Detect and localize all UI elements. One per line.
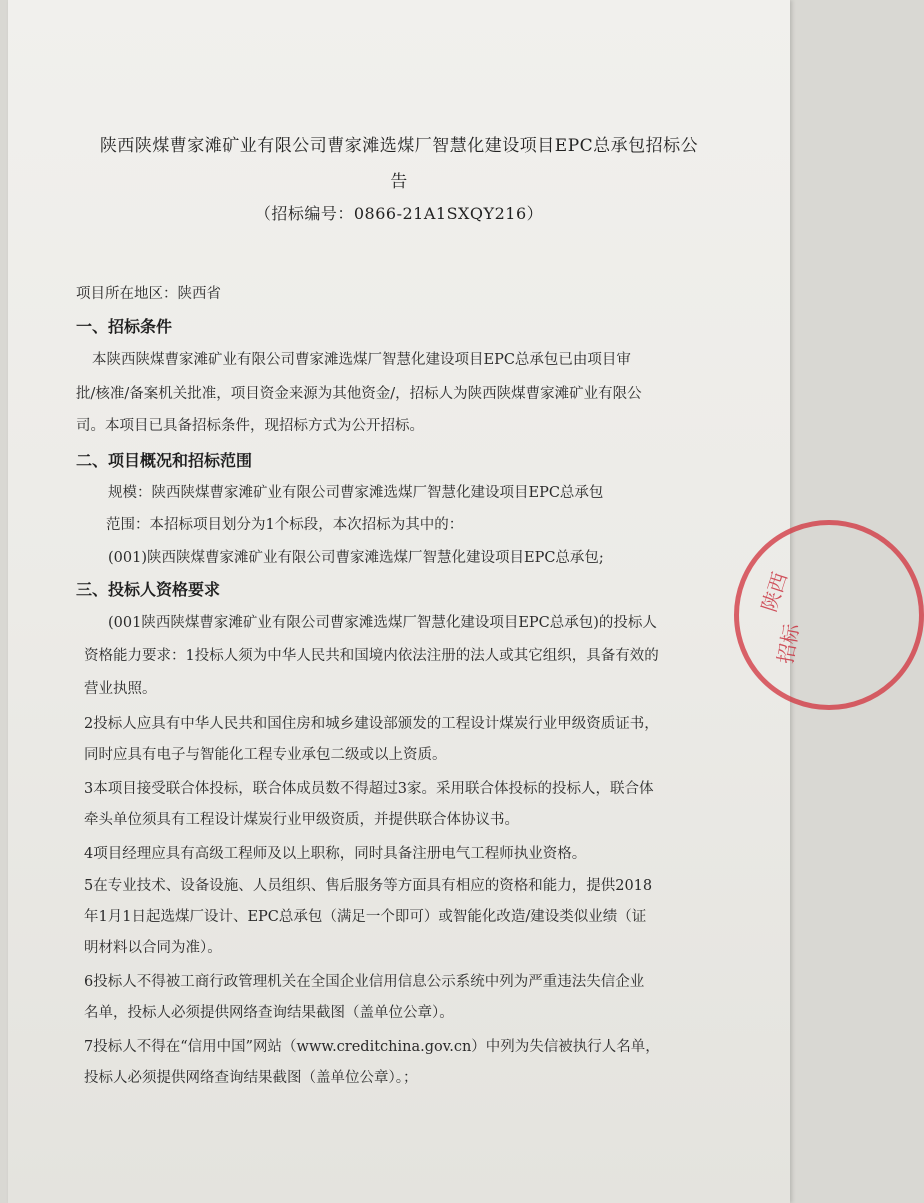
req2-line1: 2投标人应具有中华人民共和国住房和城乡建设部颁发的工程设计煤炭行业甲级资质证书， — [84, 716, 659, 732]
seal-text-upper: 陕西 — [756, 569, 793, 615]
section2-scale: 规模：陕西陕煤曹家滩矿业有限公司曹家滩选煤厂智慧化建设项目EPC总承包 — [108, 485, 604, 501]
seal-text-lower: 招标 — [773, 621, 804, 666]
section1-heading: 一、招标条件 — [76, 317, 173, 336]
req3-line1: 3本项目接受联合体投标，联合体成员数不得超过3家。采用联合体投标的投标人，联合体 — [84, 781, 654, 797]
section1-para-line1: 本陕西陕煤曹家滩矿业有限公司曹家滩选煤厂智慧化建设项目EPC总承包已由项目审 — [92, 352, 631, 368]
req5-line1: 5在专业技术、设备设施、人员组织、售后服务等方面具有相应的资格和能力，提供2018 — [84, 878, 653, 894]
section3-heading: 三、投标人资格要求 — [76, 580, 221, 599]
project-region: 项目所在地区：陕西省 — [76, 286, 221, 302]
section1-para-line2: 批/核准/备案机关批准，项目资金来源为其他资金/，招标人为陕西陕煤曹家滩矿业有限公 — [76, 386, 642, 402]
document-title-line1: 陕西陕煤曹家滩矿业有限公司曹家滩选煤厂智慧化建设项目EPC总承包招标公 — [99, 136, 699, 156]
req5-line3: 明材料以合同为准）。 — [84, 940, 222, 956]
red-seal-stamp — [734, 520, 924, 710]
req7-line2: 投标人必须提供网络查询结果截图（盖单位公章）。； — [84, 1070, 418, 1086]
req-intro-line2: 资格能力要求：1投标人须为中华人民共和国境内依法注册的法人或其它组织，具备有效的 — [84, 648, 659, 664]
req4-line: 4项目经理应具有高级工程师及以上职称，同时具备注册电气工程师执业资格。 — [84, 846, 587, 862]
req3-line2: 牵头单位须具有工程设计煤炭行业甲级资质，并提供联合体协议书。 — [84, 812, 519, 828]
req5-line2: 年1月1日起选煤厂设计、EPC总承包（满足一个即可）或智能化改造/建设类似业绩（证 — [84, 909, 647, 925]
section2-scope: 范围：本招标项目划分为1个标段，本次招标为其中的： — [106, 517, 464, 533]
req6-line2: 名单，投标人必须提供网络查询结果截图（盖单位公章）。 — [84, 1005, 454, 1021]
section2-heading: 二、项目概况和招标范围 — [76, 451, 253, 470]
tender-number: （招标编号：0866-21A1SXQY216） — [254, 204, 544, 223]
document-page — [8, 0, 804, 1203]
req2-line2: 同时应具有电子与智能化工程专业承包二级或以上资质。 — [84, 747, 447, 763]
section1-para-line3: 司。本项目已具备招标条件，现招标方式为公开招标。 — [76, 418, 424, 434]
req-intro-line1: (001陕西陕煤曹家滩矿业有限公司曹家滩选煤厂智慧化建设项目EPC总承包)的投标人 — [108, 615, 657, 631]
document-title-line2: 告 — [390, 172, 408, 192]
req-intro-line3: 营业执照。 — [84, 681, 157, 697]
section2-lot: (001)陕西陕煤曹家滩矿业有限公司曹家滩选煤厂智慧化建设项目EPC总承包; — [108, 550, 604, 566]
req7-line1: 7投标人不得在“信用中国”网站（www.creditchina.gov.cn）中列为失信被执行人名单， — [84, 1039, 660, 1055]
req6-line1: 6投标人不得被工商行政管理机关在全国企业信用信息公示系统中列为严重违法失信企业 — [84, 974, 645, 990]
